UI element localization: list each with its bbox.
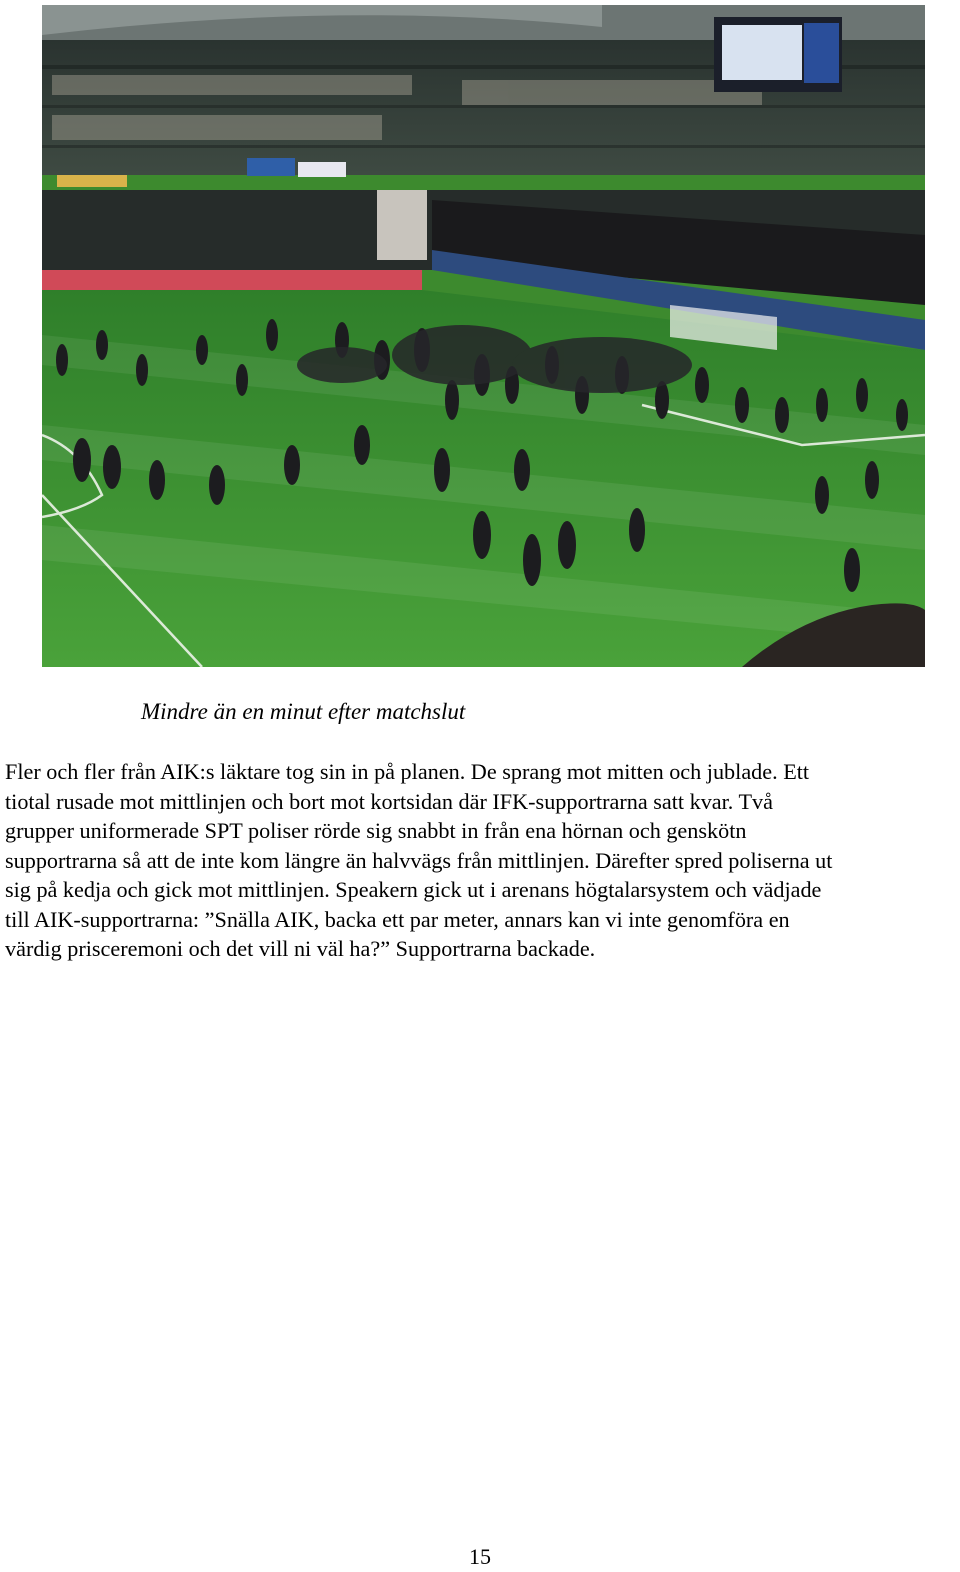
body-paragraph — [5, 757, 960, 964]
page-number: 15 — [469, 1544, 491, 1569]
stadium-photo-illustration — [42, 5, 925, 667]
photo-caption: Mindre än en minut efter matchslut — [141, 699, 466, 724]
body-line: supportrarna så att de inte kom längre än halvvägs från mittlinjen. Därefter spred poliserna ut — [5, 847, 833, 873]
body-line: värdig prisceremoni och det vill ni väl ha?” Supportrarna backade. — [5, 936, 596, 961]
body-line: till AIK-supportrarna: ”Snälla AIK, backa ett par meter, annars kan vi inte genomföra en — [5, 906, 790, 932]
body-line: tiotal rusade mot mittlinjen och bort mot kortsidan där IFK-supportrarna satt kvar. Två — [5, 788, 773, 814]
stadium-photo — [42, 5, 925, 667]
body-line: Fler och fler från AIK:s läktare tog sin in på planen. De sprang mot mitten och jublade. Ett — [5, 759, 810, 784]
body-line: sig på kedja och gick mot mittlinjen. Speakern gick ut i arenans högtalarsystem och vädjade — [5, 877, 822, 902]
body-line: grupper uniformerade SPT poliser rörde sig snabbt in från ena hörnan och genskötn — [5, 818, 747, 843]
